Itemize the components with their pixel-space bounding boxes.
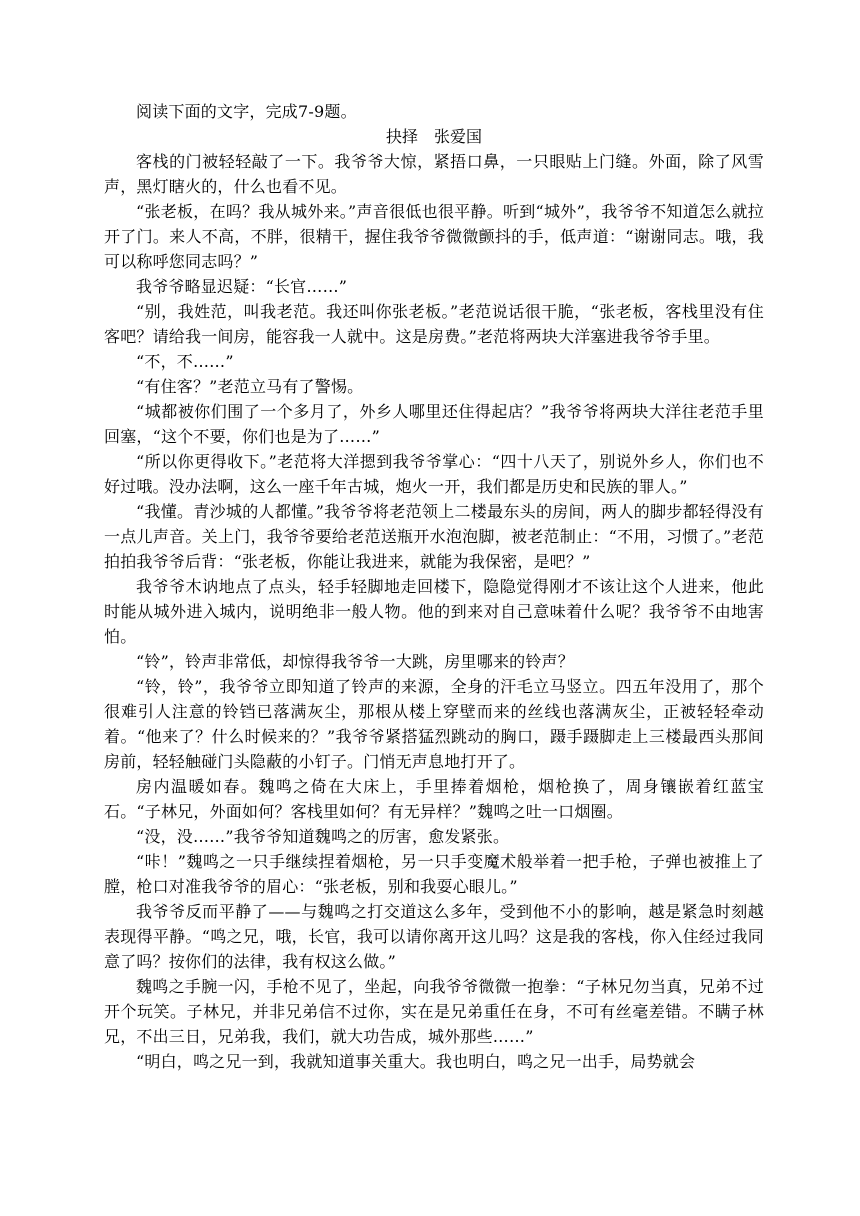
paragraph: 房内温暖如春。魏鸣之倚在大床上，手里捧着烟枪，烟枪换了，周身镶嵌着红蓝宝石。“子林兄，外面如何？客栈里如何？有无异样？”魏鸣之吐一口烟圈。 — [104, 777, 764, 821]
paragraph: “铃”，铃声非常低，却惊得我爷爷一大跳，房里哪来的铃声？ — [136, 652, 574, 671]
story-title: 抉择 张爱国 — [385, 127, 482, 146]
paragraph: “不，不……” — [136, 352, 234, 371]
paragraph: 我爷爷略显迟疑：“长官……” — [136, 277, 348, 296]
paragraph: 魏鸣之手腕一闪，手枪不见了，坐起，向我爷爷微微一抱拳：“子林兄勿当真，兄弟不过开个玩笑。子林兄，并非兄弟信不过你，实在是兄弟重任在身，不可有丝毫差错。不瞒子林兄，不出三日，兄弟我，我们，就大功告成，城外那些……” — [104, 977, 764, 1046]
paragraph: “所以你更得收下。”老范将大洋摁到我爷爷掌心：“四十八天了，别说外乡人，你们也不好过哦。没办法啊，这么一座千年古城，炮火一开，我们都是历史和民族的罪人。” — [104, 452, 764, 496]
paragraph: “我懂。青沙城的人都懂。”我爷爷将老范领上二楼最东头的房间，两人的脚步都轻得没有一点儿声音。关上门，我爷爷要给老范送瓶开水泡泡脚，被老范制止：“不用，习惯了。”老范拍拍我爷爷后背：“张老板，你能让我进来，就能为我保密，是吧？” — [104, 502, 764, 571]
paragraph: “没，没……”我爷爷知道魏鸣之的厉害，愈发紧张。 — [136, 827, 510, 846]
paragraph: “有住客？”老范立马有了警惕。 — [136, 377, 364, 396]
paragraph: 我爷爷反而平静了——与魏鸣之打交道这么多年，受到他不小的影响，越是紧急时刻越表现得平静。“鸣之兄，哦，长官，我可以请你离开这儿吗？这是我的客栈，你入住经过我同意了吗？按你们的法律，我有权这么做。” — [104, 902, 764, 971]
paragraph: 客栈的门被轻轻敲了一下。我爷爷大惊，紧捂口鼻，一只眼贴上门缝。外面，除了风雪声，黑灯瞎火的，什么也看不见。 — [104, 152, 764, 196]
document-body — [104, 99, 764, 1074]
paragraph: “别，我姓范，叫我老范。我还叫你张老板。”老范说话很干脆，“张老板，客栈里没有住客吧？请给我一间房，能容我一人就中。这是房费。”老范将两块大洋塞进我爷爷手里。 — [104, 302, 764, 346]
intro-instruction: 阅读下面的文字，完成7-9题。 — [136, 102, 357, 121]
paragraph: “咔！”魏鸣之一只手继续捏着烟枪，另一只手变魔术般举着一把手枪，子弹也被推上了膛，枪口对准我爷爷的眉心：“张老板，别和我耍心眼儿。” — [104, 852, 764, 896]
paragraph: “铃，铃”，我爷爷立即知道了铃声的来源，全身的汗毛立马竖立。四五年没用了，那个很难引人注意的铃铛已落满灰尘，那根从楼上穿壁而来的丝线也落满灰尘，正被轻轻牵动着。“他来了？什么时候来的？”我爷爷紧搭猛烈跳动的胸口，蹑手蹑脚走上三楼最西头那间房前，轻轻触碰门头隐蔽的小钉子。门悄无声息地打开了。 — [104, 677, 764, 771]
paragraph: “张老板，在吗？我从城外来。”声音很低也很平静。听到“城外”，我爷爷不知道怎么就拉开了门。来人不高，不胖，很精干，握住我爷爷微微颤抖的手，低声道：“谢谢同志。哦，我可以称呼您同志吗？” — [104, 202, 764, 271]
paragraph: “明白，鸣之兄一到，我就知道事关重大。我也明白，鸣之兄一出手，局势就会 — [136, 1052, 696, 1071]
paragraph: 我爷爷木讷地点了点头，轻手轻脚地走回楼下，隐隐觉得刚才不该让这个人进来，他此时能从城外进入城内，说明绝非一般人物。他的到来对自己意味着什么呢？我爷爷不由地害怕。 — [104, 577, 764, 646]
paragraph: “城都被你们围了一个多月了，外乡人哪里还住得起店？”我爷爷将两块大洋往老范手里回塞，“这个不要，你们也是为了……” — [104, 402, 764, 446]
